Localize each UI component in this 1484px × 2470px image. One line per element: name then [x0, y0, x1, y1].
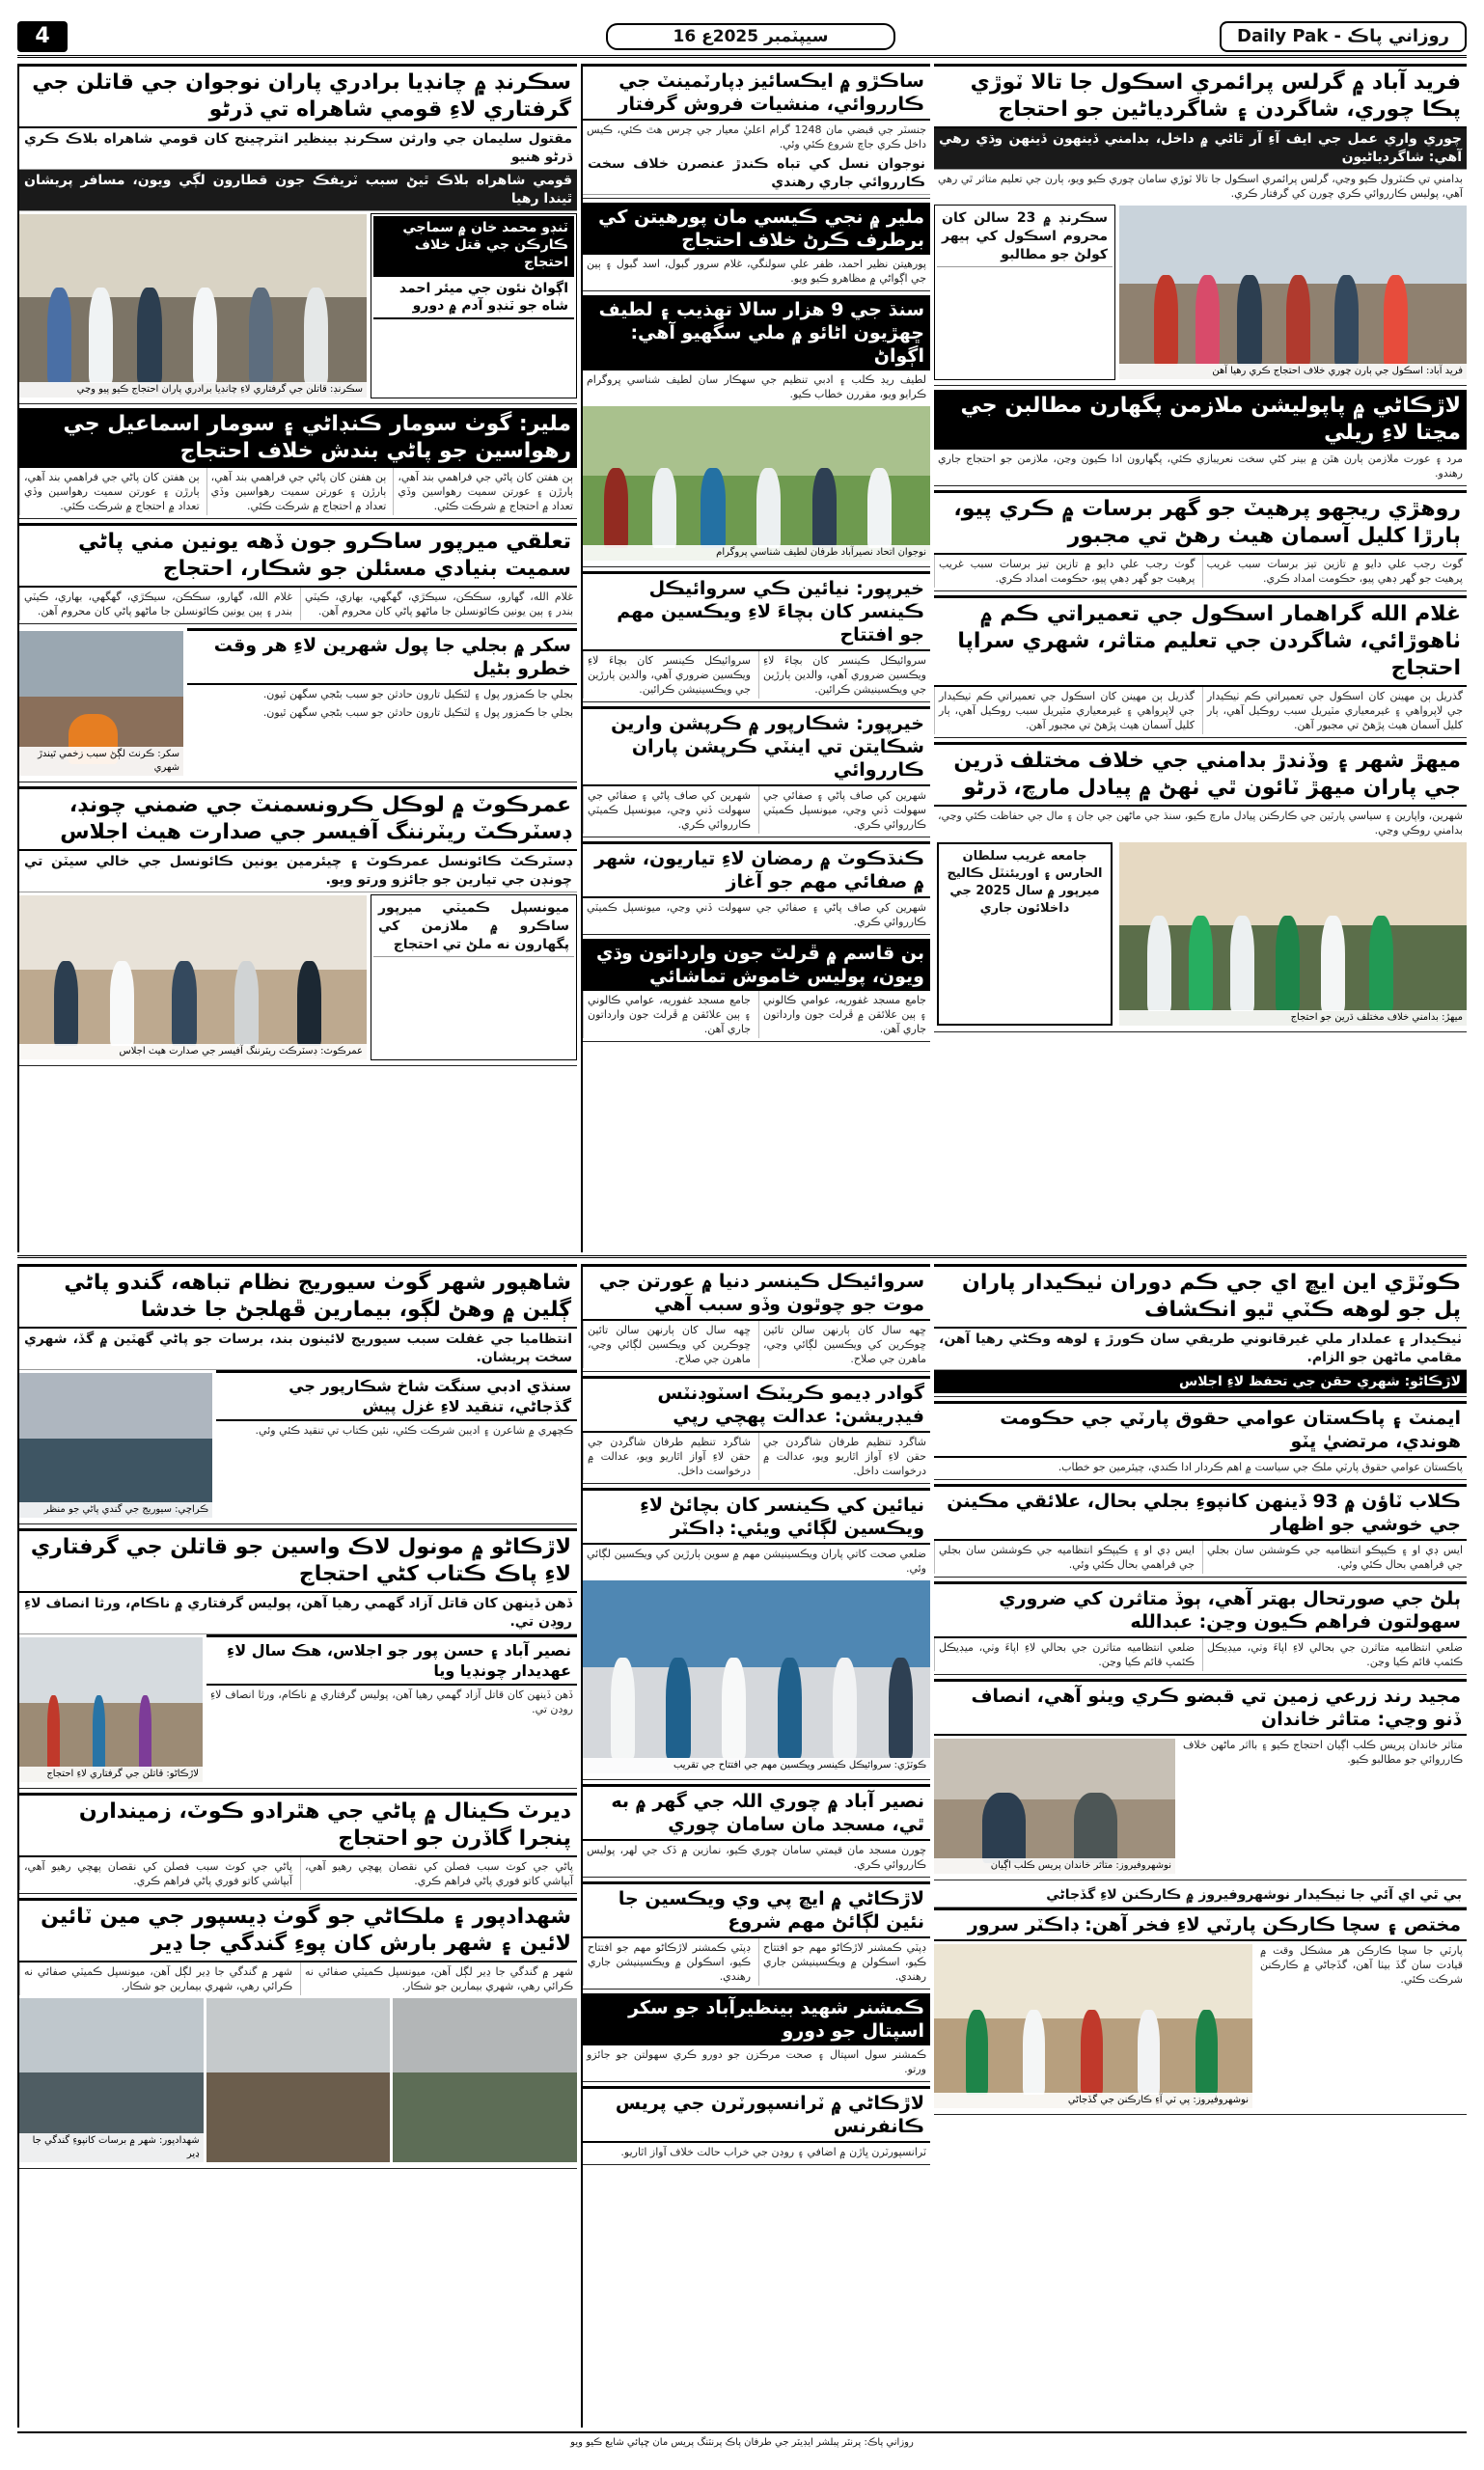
headline: گوادر ڊيمو ڪريٽڪ اسٽوڊنٽس فيڊريشن: عدالت پهچي رپي [583, 1376, 930, 1433]
photo-caption: شهدادپور: شهر ۾ برسات کانپوءِ گندگي جا ڍير [19, 2133, 204, 2162]
side-headline: اڳواڻ نئون جي ميئر احمد شاه جو ٽنڊو آدم ۾ دورو [373, 274, 574, 319]
article [583, 841, 930, 935]
headline: ايمنٽ ۽ پاڪستان عوامي حقوق پارٽي جي حڪومت هوندي، مرتضيٰ ڀٽو [934, 1401, 1467, 1458]
article [934, 1679, 1467, 1880]
article-text: شاگرد تنظيم طرفان شاگردن جي حقن لاءِ آواز اٿاريو ويو، عدالت ۾ درخواست داخل. [758, 1433, 930, 1480]
photo-meeting [19, 895, 367, 1059]
top-right-column [934, 64, 1467, 1252]
headline: مختص ۽ سچا ڪارڪن پارٽي لاءِ فخر آهن: ڊاڪٽر سرور [934, 1907, 1467, 1941]
article [583, 295, 930, 567]
article [583, 2086, 930, 2165]
side-box [371, 894, 577, 1060]
photo-children-protest [1119, 206, 1467, 379]
headline: نصير آباد ۾ چوري اللہ جي گهر ۾ به ٿي، مسجد مان سامان چوري [583, 1784, 930, 1841]
article [583, 1376, 930, 1484]
article-text-continued: ڇهه سال کان ٻارنهن سالن تائين ڇوڪرين کي ويڪسين لڳائي وڃي، ماهرن جي صلاح. [583, 1321, 755, 1368]
article-text: ڏهن ڏينهن کان قاتل آزاد گهمي رهيا آهن، پوليس گرفتاري ۾ ناڪام، ورثا انصاف لاءِ روڊن تي. [210, 1688, 573, 1715]
article [934, 1581, 1467, 1675]
article [934, 490, 1467, 591]
headline: مجيد رند زرعي زمين تي قبضو ڪري ويٺو آهي، انصاف ڏنو وڃي: متاثر خاندان [934, 1679, 1467, 1736]
article [934, 390, 1467, 486]
headline: نصير آباد ۽ حسن پور جو اجلاس، هڪ سال لاءِ عهديدار چونڊيا ويا [206, 1634, 577, 1686]
article-text: ٽرانسپورٽرن ڀاڙن ۾ اضافي ۽ روڊن جي خراب حالت خلاف آواز اٿاريو. [620, 2146, 926, 2158]
side-headline: ٽنڊو محمد خان ۾ سماجي ڪارڪن جي قتل خلاف احتجاج [373, 216, 574, 274]
article-text-continued: ڊپٽي ڪمشنر لاڙڪاڻو مهم جو افتتاح ڪيو، اسڪولن ۾ ويڪسينيشن جاري رهندي. [583, 1938, 755, 1986]
headline: ڪمشنر شهيد بينظيرآباد جو سکر اسپتال جو دورو [583, 1993, 930, 2045]
photo-caption: سکر: ڪرنٽ لڳڻ سبب زخمي ٿيندڙ شهري [19, 747, 183, 776]
headline: لاڙڪاڻو ۾ مونول لاڪ واسين جو قاتلن جي گرفتاري لاءِ پاڪ ڪتاب کڻي احتجاج [19, 1528, 577, 1593]
article-text: پورهيتن نظير احمد، ظفر علي سولنگي، غلام سرور گبول، اسد گبول ۽ ٻين جي اڳواڻي ۾ مظاهرو ڪيو ويو. [587, 258, 926, 285]
article-text: جامع مسجد غفوريه، عوامي ڪالوني ۽ ٻين علائقن ۾ ڦرلٽ جون وارداتون جاري آهن. [758, 991, 930, 1038]
headline: شاهپور شهر گوٺ سيوريج نظام تباهه، گندو پاڻي ڳلين ۾ وهڻ لڳو، بيمارين ڦهلجڻ جا خدشا [19, 1264, 577, 1329]
headline: نيائين کي ڪينسر کان بچائڻ لاءِ ويڪسين لڳائي ويئي: ڊاڪٽر [583, 1488, 930, 1545]
headline: سکر ۾ بجلي جا پول شهرين لاءِ هر وقت خطرو بڻيل [187, 628, 577, 685]
headline: سنڌ جي 9 هزار سالا تهذيب ۽ لطيف ڇهڙيون اڻائو ۾ ملي سگهيو آهي: اڳواڻ [583, 295, 930, 370]
headline: ٻلڻ جي صورتحال بهتر آهي، ٻوڏ متاثرن کي ضروري سهولتون فراهم ڪيون وڃن: عبدالله [934, 1581, 1467, 1638]
headline: سروائيڪل ڪينسر دنيا ۾ عورتن جي موت جو چوٿون وڏو سبب آهي [583, 1264, 930, 1321]
article-text: پاڪستان عوامي حقوق پارٽي ملڪ جي سياست ۾ اهم ڪردار ادا ڪندي، چيئرمين جو خطاب. [1058, 1461, 1463, 1473]
article-text: شهرين، واپارين ۽ سياسي پارٽين جي ڪارڪنن پيادل مارچ ڪيو، سنڌ جي ماڻهن جي جان ۽ مال جي حفاظت ڪئي وڃي، بدامني روڪي وڃي. [938, 810, 1463, 837]
article-text: پارٽي جا سچا ڪارڪن هر مشڪل وقت ۾ قيادت سان گڏ بيٺا آهن، گڏجاڻي ۾ ڪارڪنن شرڪت ڪئي. [1260, 1944, 1463, 1986]
article [934, 1264, 1467, 1397]
photo-sit-in [19, 214, 367, 398]
article-text-continued: ٻن هفتن کان پاڻي جي فراهمي بند آهي، ٻارڙن ۽ عورتن سميت رهواسين وڏي تعداد ۾ احتجاج ۾ شرڪت ڪئي. [206, 468, 391, 515]
photo-caption: ڪوٽڙي: سروائيڪل ڪينسر ويڪسين مهم جي افتتاح جي تقريب [583, 1758, 930, 1773]
photo-sewage [19, 1373, 212, 1518]
brand-title: روزاني پاڪ - Daily Pak [1220, 21, 1467, 52]
article-text: بدامني تي ڪنٽرول ڪيو وڃي، گرلس پرائمري اسڪول جا تالا ٽوڙي سامان چوري ڪيو ويو، ٻارن جي تعليم متاثر ٿي رهي آهي، پوليس ڪارروائي ڪري چورن کي گرفتار ڪري. [938, 173, 1463, 200]
headline: لاڙڪاڻي ۾ پاپوليشن ملازمن پگهارن مطالبن جي مڃتا لاءِ ريلي [934, 390, 1467, 450]
photo-caption: لاڙڪاڻو: قاتلن جي گرفتاري لاءِ احتجاج [19, 1767, 203, 1782]
article [583, 1784, 930, 1878]
side-box [371, 213, 577, 398]
fold-divider [17, 1255, 1467, 1259]
article [19, 64, 577, 404]
headline: ملير ۾ نجي ڪيسي مان پورهيتن کي برطرف ڪرڻ خلاف احتجاج [583, 203, 930, 255]
article-text: ڊپٽي ڪمشنر لاڙڪاڻو مهم جو افتتاح ڪيو، اسڪولن ۾ ويڪسينيشن جاري رهندي. [758, 1938, 930, 1986]
photo-caption: ميهڙ: بدامني خلاف مختلف ڌرين جو احتجاج [1119, 1010, 1467, 1026]
article-text: ٻن هفتن کان پاڻي جي فراهمي بند آهي، ٻارڙن ۽ عورتن سميت رهواسين وڏي تعداد ۾ احتجاج ۾ شرڪت ڪئي. [393, 468, 577, 515]
article [19, 1793, 577, 1894]
article-text: بجلي جا ڪمزور پول ۽ لٽڪيل تارون حادثن جو سبب بڻجي سگهن ٿيون. [262, 688, 573, 700]
admission-ad: جامعه غريب سلطان الحارس ۽ اوريئنٽل ڪاليج ميرپور ۾ سال 2025 جي داخلائون جاري [937, 842, 1113, 1026]
photo-march [1119, 842, 1467, 1026]
photo-caption: سڪرنڊ: قاتلن جي گرفتاري لاءِ چانڊيا برادري پاران احتجاج ڪيو پيو وڃي [19, 382, 367, 398]
article-text-continued: گذريل ٻن مهينن کان اسڪول جي تعميراتي ڪم ٺيڪيدار جي لاپرواهي ۽ غيرمعياري مٽيريل سبب روڪيل آهي، ٻار کليل آسمان هيٺ پڙهڻ تي مجبور آهن. [934, 687, 1198, 734]
headline: سڪرنڊ ۾ چانڊيا برادري پاران نوجوان جي قاتلن جي گرفتاري لاءِ قومي شاهراه تي ڌرڻو [19, 64, 577, 128]
photo-lateef-program [583, 406, 930, 561]
article-text: شهر ۾ گندگي جا ڍير لڳل آهن، ميونسپل ڪميٽي صفائي نه ڪرائي رهي، شهري بيمارين جو شڪار. [300, 1962, 577, 1995]
newspaper-page [17, 17, 1467, 2453]
side-headline: ميونسپل ڪميٽي ميرپور ساڪرو ۾ ملازمن کي پگهارون نه ملڻ تي احتجاج [373, 897, 574, 957]
article-text-continued: شاگرد تنظيم طرفان شاگردن جي حقن لاءِ آواز اٿاريو ويو، عدالت ۾ درخواست داخل. [583, 1433, 755, 1480]
article-text: جنسٽر جي قبضي مان 1248 گرام اعليٰ معيار جي چرس هٿ ڪئي، ڪيس داخل ڪري جاچ شروع ڪئي وئي. [587, 124, 927, 151]
article [583, 1993, 930, 2082]
article [583, 64, 930, 199]
issue-date: 16 سيپٽمبر 2025ع [606, 23, 895, 50]
article [19, 1528, 577, 1789]
headline: ديرٽ ڪينال ۾ پاڻي جي هٿرادو ڪوٽ، زميندارن پنجرا گاڏرن جو احتجاج [19, 1793, 577, 1857]
article [934, 1884, 1467, 2115]
article-text: ڪچهري ۾ شاعرن ۽ اديبن شرڪت ڪئي، نئين ڪتاب تي تنقيد ڪئي وئي. [255, 1424, 573, 1437]
subheadline: ڊسٽرڪٽ ڪائونسل عمرڪوٽ ۽ چيئرمين يونين ڪائونسل جي خالي سيٽن تي چونڊن جي تيارين جو جائزو ورتو ويو. [19, 851, 577, 892]
headline: غلام الله گراهمار اسڪول جي تعميراتي ڪم ۾ ٺاهوڙائي، شاگردن جي تعليم متاثر، شهري سراپا احتجاج [934, 595, 1467, 687]
photo-vaccine-ceremony [583, 1580, 930, 1773]
photo-garbage [206, 1998, 391, 2162]
article-text: ضلعي انتظاميه متاثرن جي بحالي لاءِ اپاءَ وٺي، ميڊيڪل ڪئمپ قائم ڪيا وڃن. [1202, 1638, 1467, 1671]
article-text: شهرين کي صاف پاڻي ۽ صفائي جي سهولت ڏني وڃي، ميونسپل ڪميٽي ڪارروائي ڪري. [587, 901, 926, 928]
article-text-continued: پاڻي جي کوٽ سبب فصلن کي نقصان پهچي رهيو آهي، آبپاشي کاتو فوري پاڻي فراهم ڪري. [19, 1857, 296, 1890]
article [19, 1898, 577, 2169]
subheadline: چوري واري عمل جي ايف آءِ آر ٿاڻي ۾ داخل، بدامني ڏينهون ڏينهن وڌي رهي آهي: شاگردياڻيون [934, 128, 1467, 170]
article [583, 203, 930, 291]
article [19, 786, 577, 1066]
photo-caption: ڪراچي: سيوريج جي گندي پاڻي جو منظر [19, 1502, 212, 1518]
article [583, 1488, 930, 1780]
photo-caption: فريد آباد: اسڪول جي ٻارن چوري خلاف احتجاج ڪري رهيا آهن [1119, 364, 1467, 379]
top-left-column [17, 64, 577, 1252]
article [19, 628, 577, 782]
side-headline: لاڙڪاڻو: شهري حقن جي تحفظ لاءِ اجلاس [934, 1370, 1467, 1393]
article-text: ضلعي صحت کاتي پاران ويڪسينيشن مهم ۾ سوين ٻارڙين کي ويڪسين لڳائي وئي. [587, 1548, 926, 1575]
headline: عمرڪوٽ ۾ لوڪل ڪرونسمنٽ جي ضمني چونڊ، ڊسٽرڪٽ ريٽرننگ آفيسر جي صدارت هيٺ اجلاس [19, 786, 577, 851]
article [583, 939, 930, 1042]
article-text-continued: غلام الله، گهارو، سڪڪن، سيڪڙي، گهگهي، بهاري، ڪيٽي بندر ۽ ٻين يونين ڪائونسلن جا ماڻهو پاڻي کان محروم آهن. [19, 588, 296, 620]
article [583, 1264, 930, 1372]
photo-caption: نوشهروفيروز: پي ٽي آءِ ڪارڪنن جي گڏجاڻي [934, 2093, 1252, 2108]
subheadline: قومي شاهراه بلاڪ ٿيڻ سبب ٽريفڪ جون قطارون لڳي ويون، مسافر پريشان ٿيندا رهيا [19, 170, 577, 211]
side-box [934, 205, 1115, 380]
article-text: مرد ۽ عورت ملازمن ٻارن هٿن ۾ بينر کڻي سخت نعريبازي ڪئي، پگهارون ادا ڪيون وڃن، ملازمن جو احتجاج جاري رهندو. [938, 453, 1463, 480]
article-text: شهرين کي صاف پاڻي ۽ صفائي جي سهولت ڏني وڃي، ميونسپل ڪميٽي ڪارروائي ڪري. [758, 786, 930, 834]
subheadline: مقتول سليمان جي وارثن سڪرنڊ بينظير انٽرچينج کان قومي شاهراه بلاڪ ڪري ڌرڻو هنيو [19, 128, 577, 170]
photo-caption: نوشهروفيروز: متاثر خاندان پريس ڪلب اڳيان [934, 1858, 1175, 1874]
article-text: ايس ڊي او ۽ ڪيپڪو انتظاميه جي ڪوششن سان بجلي جي فراهمي بحال ڪئي وئي. [1202, 1541, 1467, 1574]
page-number: 4 [17, 21, 68, 52]
subheadline: بي ٿي اي آئي جا ٺيڪيدار نوشهروفيروز ۾ ڪارڪنن لاءِ گڏجاڻي [934, 1884, 1467, 1907]
article-text: لطيف ريڊ ڪلب ۽ ادبي تنظيم جي سهڪار سان لطيف شناسي پروگرام ڪرايو ويو، مقررن خطاب ڪيو. [587, 373, 926, 400]
article-text: سروائيڪل ڪينسر کان بچاءَ لاءِ ويڪسين ضروري آهي، والدين ٻارڙين جي ويڪسينيشن ڪرائين. [758, 651, 930, 699]
bottom-middle-column [581, 1264, 930, 2428]
article-text: چورن مسجد مان قيمتي سامان چوري ڪيو، نمازين ۾ ڏک جي لهر، پوليس ڪارروائي ڪري. [587, 1844, 926, 1871]
article [19, 1264, 577, 1524]
article [583, 571, 930, 702]
headline: روهڙي ريجهو پرهيٽ جو گهر برسات ۾ ڪري پيو، ٻارڙا کليل آسمان هيٺ رهڻ تي مجبور [934, 490, 1467, 555]
article [934, 1484, 1467, 1578]
headline: تعلقي ميرپور ساڪرو جون ڏهه يونين مني پاڻي سميت بنيادي مسئلن جو شڪار، احتجاج [19, 523, 577, 588]
article-text-continued: ضلعي انتظاميه متاثرن جي بحالي لاءِ اپاءَ وٺي، ميڊيڪل ڪئمپ قائم ڪيا وڃن. [934, 1638, 1198, 1671]
headline: ميهڙ شهر ۽ وڏندڙ بدامني جي خلاف مختلف ڌرين جي پاران ميهڙ ٽائون ٿي ٺهڻ ۾ پيادل مارچ، ڌرڻو [934, 742, 1467, 807]
photo-garbage [393, 1998, 577, 2162]
article [934, 64, 1467, 386]
photo-electric-accident [19, 631, 183, 776]
subheadline: ٺيڪيدار ۽ عملدار ملي غيرقانوني طريقي سان ڪورڙ ۽ لوهه وڪڻي رهيا آهن، مقامي ماڻهن جو الزام. [934, 1329, 1467, 1370]
photo-caption: نوجوان اتحاد نصيرآباد طرفان لطيف شناسي پروگرام [583, 545, 930, 561]
headline: ڪلاب ٽاؤن ۾ 93 ڏينهن کانپوءِ بجلي بحال، علائقي مڪينن جي خوشي جو اظهار [934, 1484, 1467, 1541]
article [934, 742, 1467, 1032]
article-text-continued: شهر ۾ گندگي جا ڍير لڳل آهن، ميونسپل ڪميٽي صفائي نه ڪرائي رهي، شهري بيمارين جو شڪار. [19, 1962, 296, 1995]
article-text: متاثر خاندان پريس ڪلب اڳيان احتجاج ڪيو ۽ بااثر ماڻهن خلاف ڪارروائي جو مطالبو ڪيو. [1183, 1739, 1463, 1766]
headline: لاڙڪاڻي ۾ ٽرانسپورٽرن جي پريس ڪانفرنس [583, 2086, 930, 2143]
photo-party-meeting [934, 1944, 1252, 2108]
article-text-continued: بجلي جا ڪمزور پول ۽ لٽڪيل تارون حادثن جو سبب بڻجي سگهن ٿيون. [262, 706, 573, 719]
article [934, 1401, 1467, 1480]
article [934, 595, 1467, 738]
footer-imprint: روزاني پاڪ: پرنٽر پبلشر ايڊيٽر جي طرفان پاڪ پرنٽنگ پريس مان ڇپائي شايع ڪيو ويو [17, 2431, 1467, 2453]
bottom-left-column [17, 1264, 577, 2428]
article-text-continued: سروائيڪل ڪينسر کان بچاءَ لاءِ ويڪسين ضروري آهي، والدين ٻارڙين جي ويڪسينيشن ڪرائين. [583, 651, 755, 699]
headline: بن قاسم ۾ ڦرلٽ جون وارداتون وڌي ويون، پوليس خاموش تماشائي [583, 939, 930, 991]
article-text-continued: شهرين کي صاف پاڻي ۽ صفائي جي سهولت ڏني وڃي، ميونسپل ڪميٽي ڪارروائي ڪري. [583, 786, 755, 834]
headline: لاڙڪاڻي ۾ ايڇ پي وي ويڪسين جا نئين لڳائڻ مهم شروع [583, 1881, 930, 1938]
headline: سنڌي ادبي سنگت شاخ شڪارپور جي گڏجاڻي، تنقيد لاءِ غزل پيش [216, 1370, 577, 1421]
headline: ڪنڌڪوٽ ۾ رمضان لاءِ تياريون، شهر ۾ صفائي مهم جو آغاز [583, 841, 930, 898]
article-text: پاڻي جي کوٽ سبب فصلن کي نقصان پهچي رهيو آهي، آبپاشي کاتو فوري پاڻي فراهم ڪري. [300, 1857, 577, 1890]
headline: ڪوٽڙي اين ايڇ اي جي ڪم دوران ٺيڪيدار پاران پل جو لوهه ڪٽي ٿيو انڪشاف [934, 1264, 1467, 1329]
bottom-right-column [934, 1264, 1467, 2428]
masthead [17, 17, 1467, 58]
subheadline: انتظاميا جي غفلت سبب سيوريج لائينون بند، برسات جو پاڻي گهٽين ۾ گڏ، شهري سخت پريشان. [19, 1329, 577, 1370]
top-middle-column [581, 64, 930, 1252]
headline: خيرپور: نيائين ڪي سروائيڪل ڪينسر کان بچاءَ لاءِ ويڪسين مهم جو افتتاح [583, 571, 930, 651]
article-text-continued: گوٺ رجب علي دايو ۾ تازين تيز برسات سبب غريب پرهيٽ جو گهر ڊهي پيو، حڪومت امداد ڪري. [934, 555, 1199, 588]
photo-larkana-protest [19, 1637, 203, 1782]
article-text: غلام الله، گهارو، سڪڪن، سيڪڙي، گهگهي، بهاري، ڪيٽي بندر ۽ ٻين يونين ڪائونسلن جا ماڻهو پاڻي کان محروم آهن. [300, 588, 577, 620]
article-text-continued: ٻن هفتن کان پاڻي جي فراهمي بند آهي، ٻارڙن ۽ عورتن سميت رهواسين وڏي تعداد ۾ احتجاج ۾ شرڪت ڪئي. [19, 468, 204, 515]
headline: فريد آباد ۾ گرلس پرائمري اسڪول جا تالا ٽوڙي پڪا چوري، شاگردن ۽ شاگردياڻين جو احتجاج [934, 64, 1467, 128]
photo-affected-family [934, 1739, 1175, 1874]
photo-caption: عمرڪوٽ: ڊسٽرڪٽ ريٽرننگ آفيسر جي صدارت هيٺ اجلاس [19, 1044, 367, 1059]
subheadline: نوجوان نسل کي تباه ڪندڙ عنصرن خلاف سخت ڪارروائي جاري رهندي [583, 153, 930, 195]
subheadline: ڏهن ڏينهن کان قاتل آزاد گهمي رهيا آهن، پوليس گرفتاري ۾ ناڪام، ورثا انصاف لاءِ روڊن تي. [19, 1593, 577, 1634]
headline: خيرپور: شڪارپور ۾ ڪرپشن وارين شڪايتن تي اينٽي ڪرپشن پاران ڪارروائي [583, 706, 930, 786]
article-text: گذريل ٻن مهينن کان اسڪول جي تعميراتي ڪم ٺيڪيدار جي لاپرواهي ۽ غيرمعياري مٽيريل سبب روڪيل آهي، ٻار کليل آسمان هيٺ پڙهڻ تي مجبور آهن. [1202, 687, 1467, 734]
article-text-continued: ايس ڊي او ۽ ڪيپڪو انتظاميه جي ڪوششن سان بجلي جي فراهمي بحال ڪئي وئي. [934, 1541, 1198, 1574]
article [19, 523, 577, 624]
article-text-continued: جامع مسجد غفوريه، عوامي ڪالوني ۽ ٻين علائقن ۾ ڦرلٽ جون وارداتون جاري آهن. [583, 991, 755, 1038]
headline: ملير: گوٺ سومار ڪنڊاڻي ۽ سومار اسماعيل جي رهواسين جو پاڻي بندش خلاف احتجاج [19, 408, 577, 468]
article-text: گوٺ رجب علي دايو ۾ تازين تيز برسات سبب غريب پرهيٽ جو گهر ڊهي پيو، حڪومت امداد ڪري. [1202, 555, 1468, 588]
article [583, 706, 930, 837]
headline: شهدادپور ۽ ملڪاڻي جو گوٺ ڊيسپور جي مين ٽائين لائين ۽ شهر بارش کان پوءِ گندگي جا ڍير [19, 1898, 577, 1962]
article-text: ڪمشنر سول اسپتال ۽ صحت مرڪزن جو دورو ڪري سهولتن جو جائزو ورتو. [587, 2048, 926, 2075]
article-text: ڇهه سال کان ٻارنهن سالن تائين ڇوڪرين کي ويڪسين لڳائي وڃي، ماهرن جي صلاح. [758, 1321, 930, 1368]
article [19, 408, 577, 519]
photo-garbage [19, 1998, 204, 2162]
article [583, 1881, 930, 1990]
headline: ساڪڙو ۾ ايڪسائيز ڊپارٽمينٽ جي ڪارروائي، منشيات فروش گرفتار [583, 64, 930, 121]
side-headline: سڪرنڊ ۾ 23 سالن کان محروم اسڪول کي ٻيهر کولڻ جو مطالبو [937, 207, 1113, 267]
